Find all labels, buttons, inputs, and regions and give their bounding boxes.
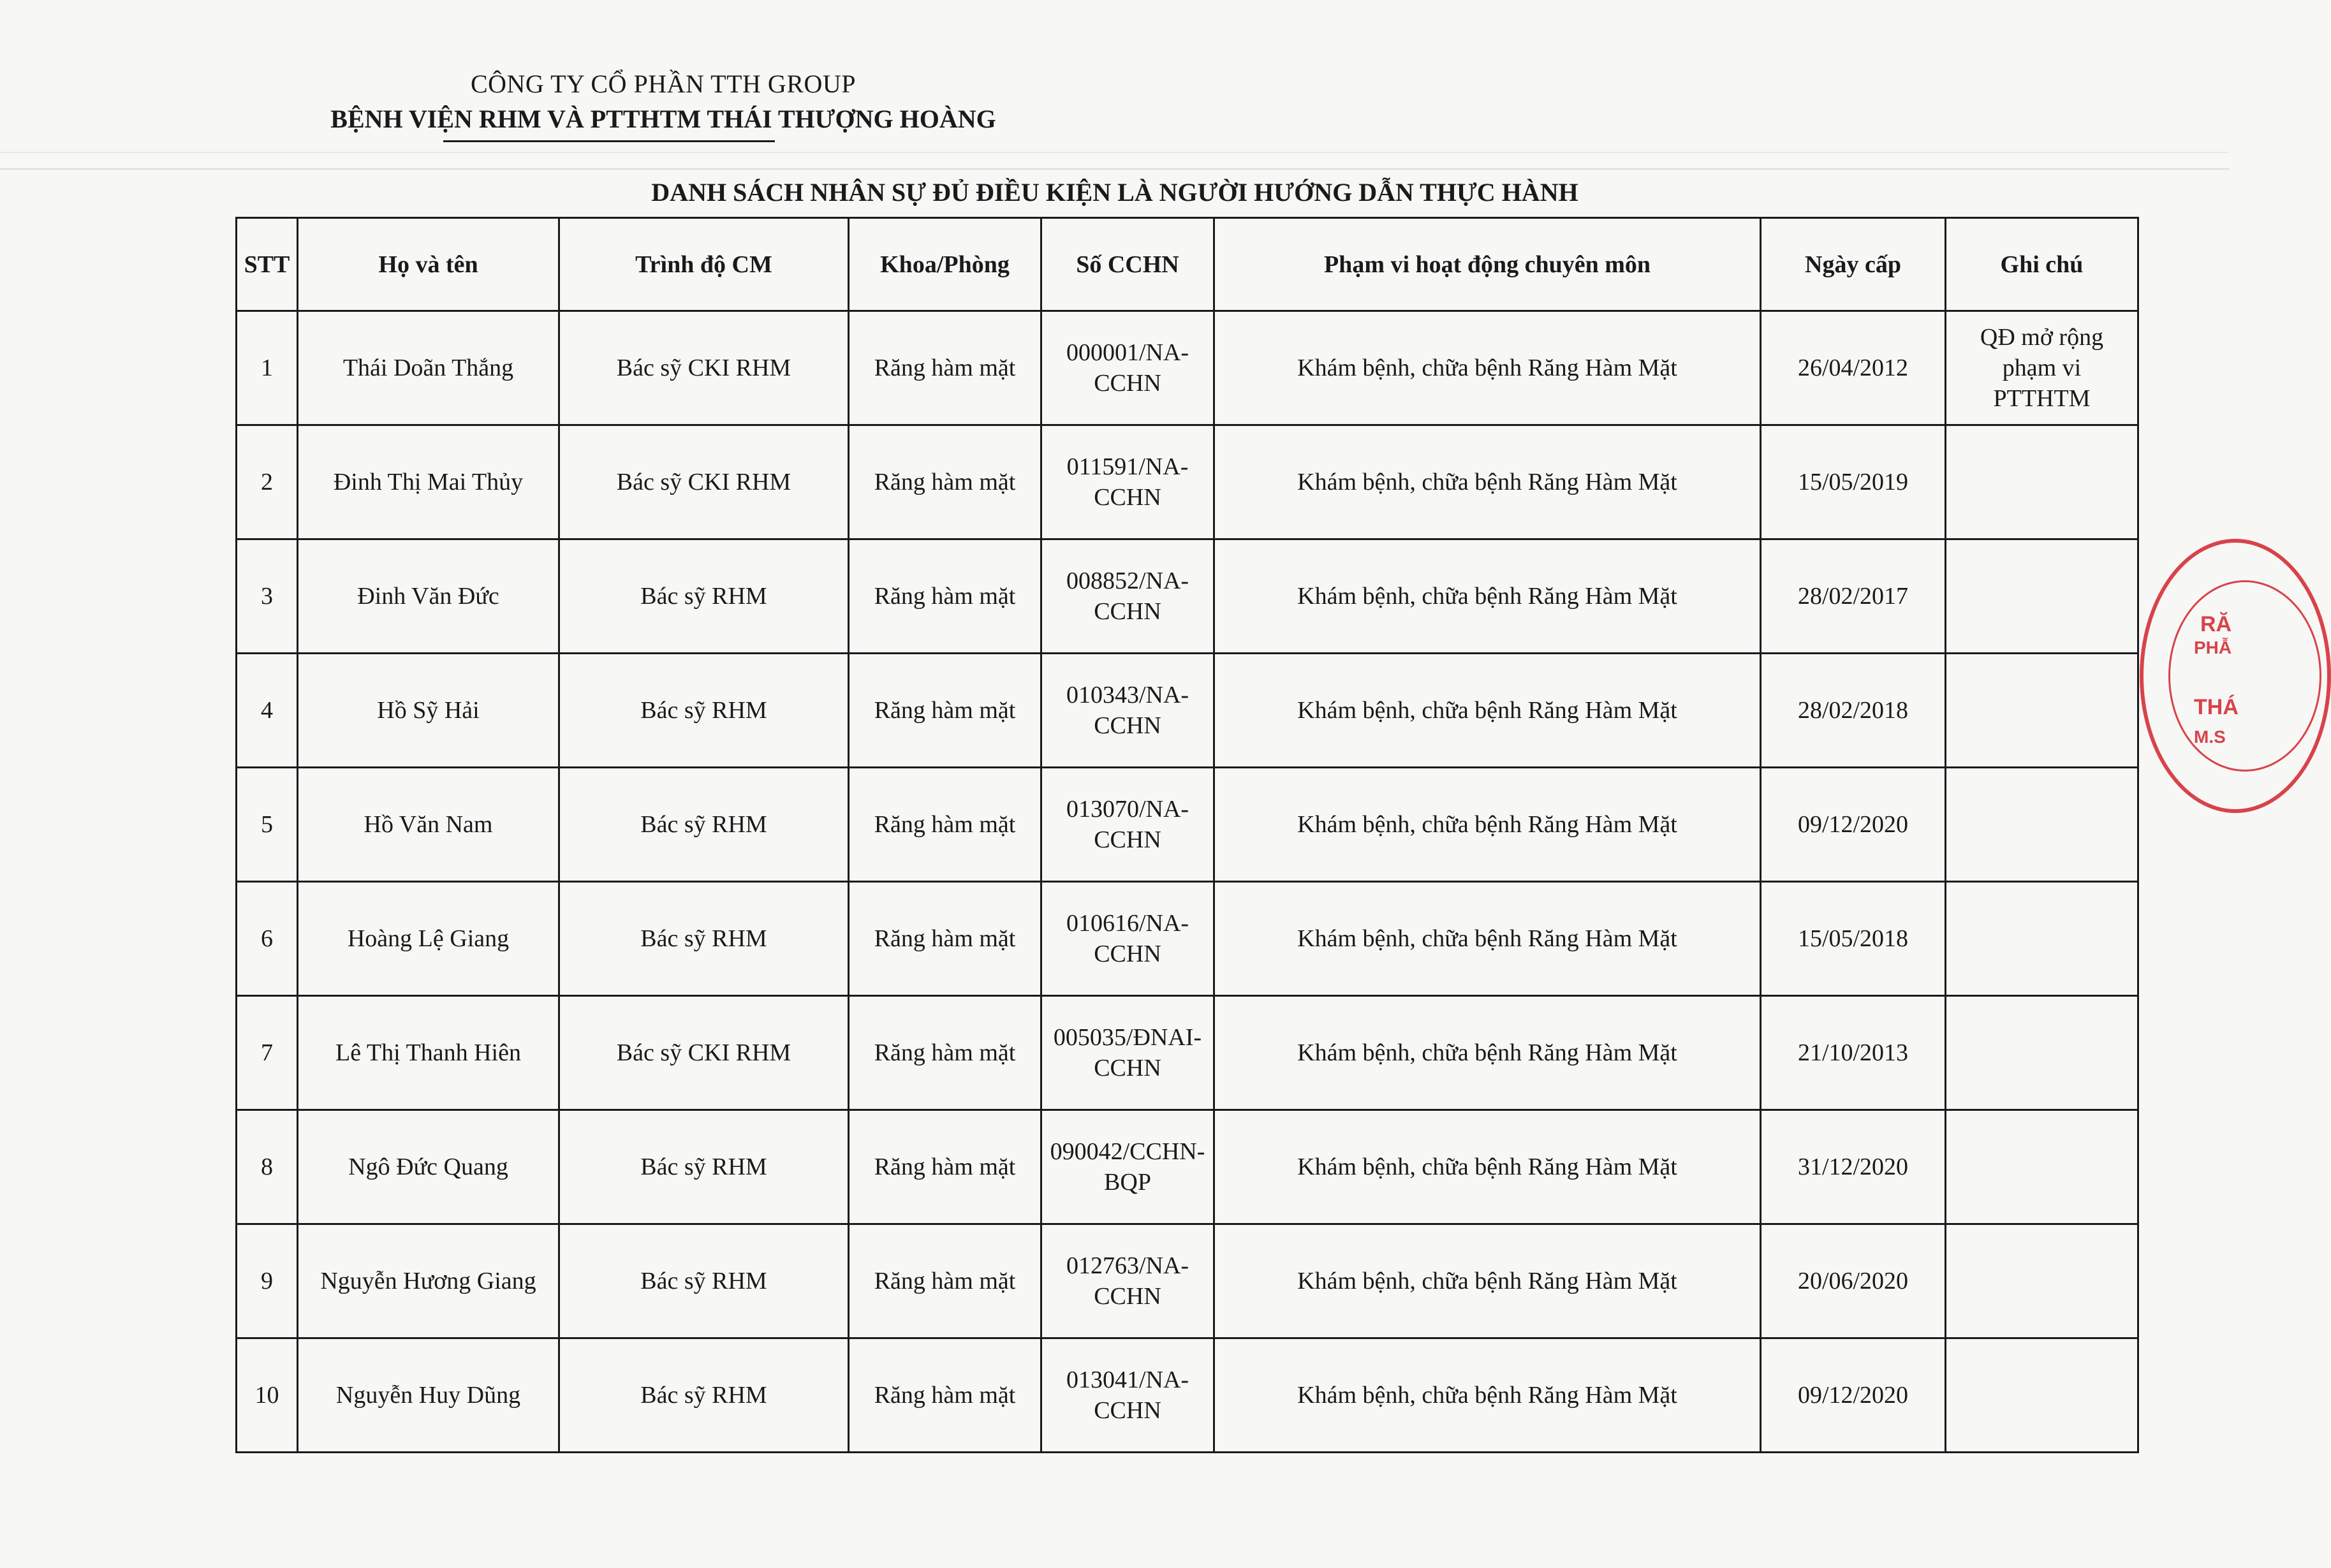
col-license-number-cell: 008852/NA-CCHN [1041,539,1214,654]
col-department-cell: Răng hàm mặt [849,1110,1041,1224]
col-scope-cell: Khám bệnh, chữa bệnh Răng Hàm Mặt [1214,768,1761,882]
col-qualification-cell: Bác sỹ RHM [559,1224,849,1338]
col-license-number-cell: 011591/NA-CCHN [1041,425,1214,539]
col-department-cell: Răng hàm mặt [849,654,1041,768]
document-header [281,69,1046,134]
scan-artifact-line [0,168,2230,170]
col-stt-cell: 9 [237,1224,298,1338]
col-name-cell: Hoàng Lệ Giang [298,882,559,996]
col-department-cell: Răng hàm mặt [849,996,1041,1110]
col-qualification-header: Trình độ CM [559,218,849,311]
col-qualification-cell: Bác sỹ RHM [559,654,849,768]
col-qualification-cell: Bác sỹ CKI RHM [559,425,849,539]
col-issue-date-cell: 09/12/2020 [1761,768,1946,882]
col-qualification-cell: Bác sỹ CKI RHM [559,311,849,425]
stamp-fragment: THÁ [2194,695,2239,719]
col-name-cell: Ngô Đức Quang [298,1110,559,1224]
col-department-header: Khoa/Phòng [849,218,1041,311]
col-note-cell [1946,1338,2138,1453]
stamp-fragment: M.S [2194,727,2226,747]
col-department-cell: Răng hàm mặt [849,768,1041,882]
col-note-cell: QĐ mở rộng phạm vi PTTHTM [1946,311,2138,425]
col-note-cell [1946,539,2138,654]
col-department-cell: Răng hàm mặt [849,882,1041,996]
col-qualification-cell: Bác sỹ RHM [559,1110,849,1224]
col-stt-header: STT [237,218,298,311]
col-issue-date-cell: 09/12/2020 [1761,1338,1946,1453]
col-scope-cell: Khám bệnh, chữa bệnh Răng Hàm Mặt [1214,1224,1761,1338]
col-issue-date-cell: 28/02/2018 [1761,654,1946,768]
col-note-header: Ghi chú [1946,218,2138,311]
company-name: CÔNG TY CỔ PHẦN TTH GROUP [470,70,857,98]
col-note-cell [1946,654,2138,768]
col-department-cell: Răng hàm mặt [849,1338,1041,1453]
col-license-number-cell: 010343/NA-CCHN [1041,654,1214,768]
col-license-number-cell: 005035/ĐNAI-CCHN [1041,996,1214,1110]
col-stt-cell: 5 [237,768,298,882]
staff-table [235,217,2139,1453]
col-name-cell: Hồ Sỹ Hải [298,654,559,768]
col-issue-date-cell: 20/06/2020 [1761,1224,1946,1338]
col-name-header: Họ và tên [298,218,559,311]
col-license-number-cell: 010616/NA-CCHN [1041,882,1214,996]
col-issue-date-cell: 28/02/2017 [1761,539,1946,654]
table-row [237,539,2138,654]
col-stt-cell: 10 [237,1338,298,1453]
col-note-cell [1946,425,2138,539]
col-issue-date-header: Ngày cấp [1761,218,1946,311]
table-row [237,1224,2138,1338]
col-name-cell: Nguyễn Huy Dũng [298,1338,559,1453]
col-stt-cell: 8 [237,1110,298,1224]
table-row [237,996,2138,1110]
col-license-number-cell: 000001/NA-CCHN [1041,311,1214,425]
col-department-cell: Răng hàm mặt [849,1224,1041,1338]
col-stt-cell: 1 [237,311,298,425]
red-seal-inner-ring [2168,580,2321,772]
col-department-cell: Răng hàm mặt [849,425,1041,539]
table-row [237,882,2138,996]
col-note-cell [1946,1224,2138,1338]
col-scope-cell: Khám bệnh, chữa bệnh Răng Hàm Mặt [1214,425,1761,539]
col-scope-cell: Khám bệnh, chữa bệnh Răng Hàm Mặt [1214,654,1761,768]
table-header-row [237,218,2138,311]
table-row [237,1338,2138,1453]
col-license-number-cell: 013070/NA-CCHN [1041,768,1214,882]
col-stt-cell: 2 [237,425,298,539]
hospital-underline [443,140,775,142]
col-qualification-cell: Bác sỹ RHM [559,539,849,654]
col-scope-cell: Khám bệnh, chữa bệnh Răng Hàm Mặt [1214,1338,1761,1453]
col-qualification-cell: Bác sỹ CKI RHM [559,996,849,1110]
hospital-name: BỆNH VIỆN RHM VÀ PTTHTM THÁI THƯỢNG HOÀNG [330,105,996,133]
col-note-cell [1946,768,2138,882]
scan-artifact-line [0,152,2230,153]
col-stt-cell: 4 [237,654,298,768]
col-scope-cell: Khám bệnh, chữa bệnh Răng Hàm Mặt [1214,996,1761,1110]
col-license-number-cell: 090042/CCHN-BQP [1041,1110,1214,1224]
col-name-cell: Đinh Thị Mai Thủy [298,425,559,539]
col-name-cell: Hồ Văn Nam [298,768,559,882]
col-issue-date-cell: 31/12/2020 [1761,1110,1946,1224]
col-note-cell [1946,1110,2138,1224]
table-row [237,311,2138,425]
col-scope-cell: Khám bệnh, chữa bệnh Răng Hàm Mặt [1214,539,1761,654]
col-issue-date-cell: 21/10/2013 [1761,996,1946,1110]
col-note-cell [1946,882,2138,996]
table-row [237,768,2138,882]
table-row [237,425,2138,539]
col-name-cell: Thái Doãn Thắng [298,311,559,425]
col-qualification-cell: Bác sỹ RHM [559,768,849,882]
col-name-cell: Nguyễn Hương Giang [298,1224,559,1338]
document-title: DANH SÁCH NHÂN SỰ ĐỦ ĐIỀU KIỆN LÀ NGƯỜI HƯỚNG DẪN THỰC HÀNH [651,178,1578,207]
col-scope-cell: Khám bệnh, chữa bệnh Răng Hàm Mặt [1214,882,1761,996]
table-row [237,654,2138,768]
col-issue-date-cell: 26/04/2012 [1761,311,1946,425]
stamp-fragment: PHẪ [2194,638,2232,657]
col-license-number-header: Số CCHN [1041,218,1214,311]
col-scope-cell: Khám bệnh, chữa bệnh Răng Hàm Mặt [1214,311,1761,425]
col-name-cell: Lê Thị Thanh Hiên [298,996,559,1110]
col-scope-header: Phạm vi hoạt động chuyên môn [1214,218,1761,311]
col-note-cell [1946,996,2138,1110]
col-license-number-cell: 013041/NA-CCHN [1041,1338,1214,1453]
col-qualification-cell: Bác sỹ RHM [559,882,849,996]
col-issue-date-cell: 15/05/2019 [1761,425,1946,539]
stamp-fragment: RĂ [2200,612,2232,636]
table-row [237,1110,2138,1224]
col-department-cell: Răng hàm mặt [849,539,1041,654]
col-stt-cell: 6 [237,882,298,996]
col-qualification-cell: Bác sỹ RHM [559,1338,849,1453]
col-stt-cell: 3 [237,539,298,654]
col-issue-date-cell: 15/05/2018 [1761,882,1946,996]
table-body [237,311,2138,1453]
col-department-cell: Răng hàm mặt [849,311,1041,425]
col-stt-cell: 7 [237,996,298,1110]
col-name-cell: Đinh Văn Đức [298,539,559,654]
col-license-number-cell: 012763/NA-CCHN [1041,1224,1214,1338]
col-scope-cell: Khám bệnh, chữa bệnh Răng Hàm Mặt [1214,1110,1761,1224]
